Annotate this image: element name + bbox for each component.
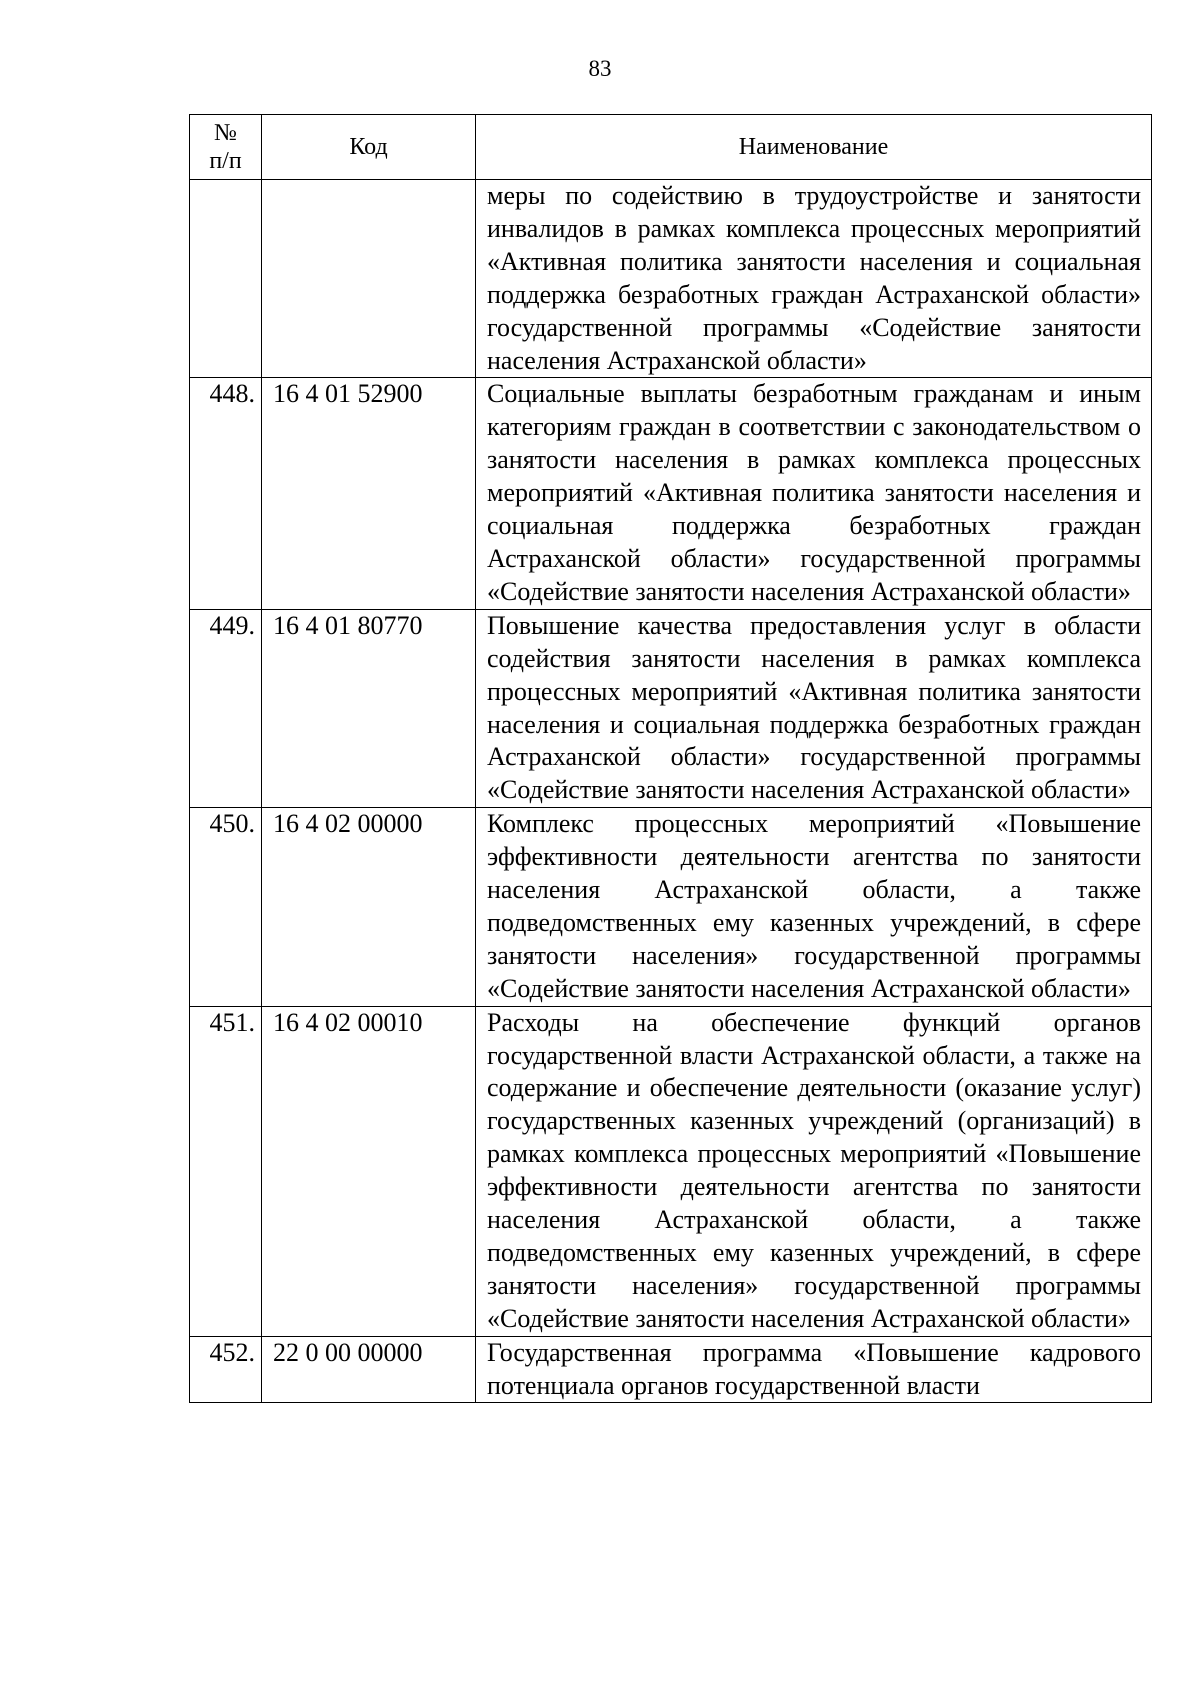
row-number: 450. [190, 808, 262, 1006]
header-code: Код [262, 115, 476, 180]
row-code: 22 0 00 00000 [262, 1336, 476, 1402]
row-name: Расходы на обеспечение функций органов государственной власти Астраханской области, а также на содержание и обеспечение деятельности (оказание услуг) государственных казенных учреждений (организаций) в рамках комплекса процессных мероприятий «Повышение эффективности деятельности агентства по занятости населения Астраханской области, а также подведомственных ему казенных учреждений, в сфере занятости населения» государственной программы «Содействие занятости населения Астраханской области» [476, 1006, 1152, 1336]
row-code: 16 4 02 00010 [262, 1006, 476, 1336]
row-name: Социальные выплаты безработным гражданам и иным категориям граждан в соответствии с законодательством о занятости населения в рамках комплекса процессных мероприятий «Активная политика занятости населения и социальная поддержка безработных граждан Астраханской области» государственной программы «Содействие занятости населения Астраханской области» [476, 378, 1152, 609]
row-name-text: Государственная программа «Повышение кадрового потенциала органов государственной власти [487, 1337, 1141, 1400]
row-code: 16 4 01 80770 [262, 609, 476, 807]
page-number: 83 [588, 56, 612, 81]
header-name: Наименование [476, 115, 1152, 180]
row-name: меры по содействию в трудоустройстве и занятости инвалидов в рамках комплекса процессных мероприятий «Активная политика занятости населения и социальная поддержка безработных граждан Астраханской области» государственной программы «Содействие занятости населения Астраханской области» [476, 180, 1152, 378]
row-name: Комплекс процессных мероприятий «Повышение эффективности деятельности агентства по занятости населения Астраханской области, а также подведомственных ему казенных учреждений, в сфере занятости населения» государственной программы «Содействие занятости населения Астраханской области» [476, 808, 1152, 1006]
table-row [190, 808, 1152, 1006]
row-number [190, 180, 262, 378]
row-code [262, 180, 476, 378]
header-number-abbr: п/п [209, 148, 242, 174]
table-row [190, 1006, 1152, 1336]
row-name [476, 1336, 1152, 1402]
row-name: Повышение качества предоставления услуг в области содействия занятости населения в рамках комплекса процессных мероприятий «Активная политика занятости населения и социальная поддержка безработных граждан Астраханской области» государственной программы «Содействие занятости населения Астраханской области» [476, 609, 1152, 807]
header-number [190, 115, 262, 180]
table-header-row [190, 115, 1152, 180]
table-row [190, 1336, 1152, 1402]
row-number: 449. [190, 609, 262, 807]
table-row [190, 180, 1152, 378]
codes-table [189, 114, 1152, 1403]
row-number: 448. [190, 378, 262, 609]
row-number: 452. [190, 1336, 262, 1402]
row-number: 451. [190, 1006, 262, 1336]
header-number-symbol: № [214, 120, 237, 146]
row-code: 16 4 01 52900 [262, 378, 476, 609]
row-code: 16 4 02 00000 [262, 808, 476, 1006]
table-row [190, 378, 1152, 609]
table-row [190, 609, 1152, 807]
